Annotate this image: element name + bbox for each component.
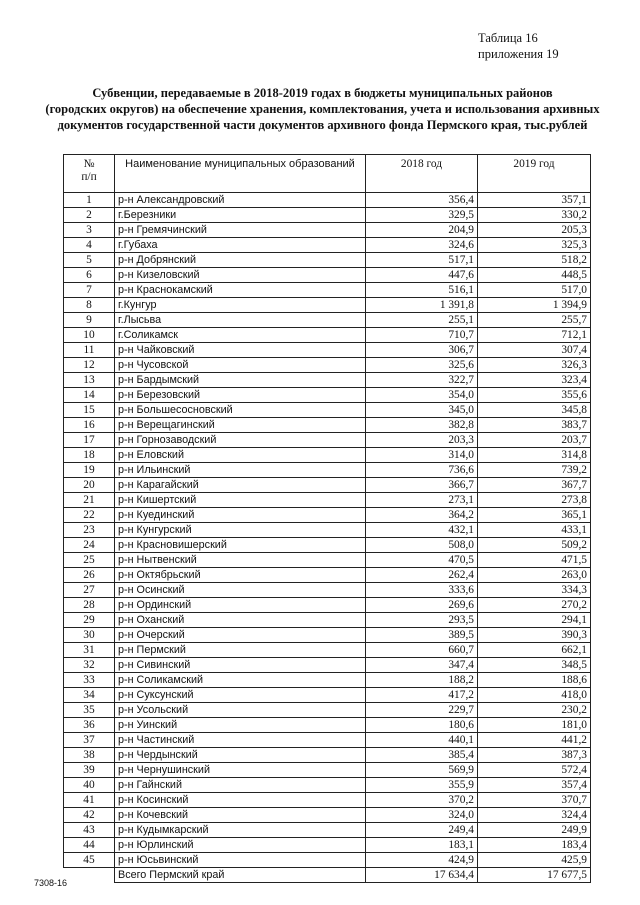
row-value-2019: 383,7 (478, 418, 591, 433)
row-number: 2 (64, 208, 115, 223)
table-row (64, 808, 591, 823)
row-name: р-н Нытвенский (115, 553, 366, 568)
document-code: 7308-16 (34, 878, 68, 888)
table-row (64, 433, 591, 448)
row-value-2018: 470,5 (366, 553, 478, 568)
row-number: 12 (64, 358, 115, 373)
row-name: р-н Чусовской (115, 358, 366, 373)
row-name: р-н Кунгурский (115, 523, 366, 538)
row-number: 17 (64, 433, 115, 448)
row-number: 44 (64, 838, 115, 853)
row-number: 28 (64, 598, 115, 613)
row-value-2019: 294,1 (478, 613, 591, 628)
row-value-2019: 348,5 (478, 658, 591, 673)
table-row (64, 463, 591, 478)
total-2018: 17 634,4 (366, 868, 478, 883)
row-name: р-н Еловский (115, 448, 366, 463)
subsidies-table (63, 154, 591, 883)
row-value-2019: 662,1 (478, 643, 591, 658)
row-number: 43 (64, 823, 115, 838)
row-name: р-н Гремячинский (115, 223, 366, 238)
table-row (64, 373, 591, 388)
row-name: р-н Александровский (115, 193, 366, 208)
row-number: 31 (64, 643, 115, 658)
row-value-2018: 262,4 (366, 568, 478, 583)
table-row (64, 673, 591, 688)
row-value-2018: 417,2 (366, 688, 478, 703)
table-row (64, 718, 591, 733)
row-name: р-н Октябрьский (115, 568, 366, 583)
row-value-2018: 306,7 (366, 343, 478, 358)
row-value-2018: 355,9 (366, 778, 478, 793)
row-name: р-н Ильинский (115, 463, 366, 478)
row-value-2018: 356,4 (366, 193, 478, 208)
row-value-2019: 357,1 (478, 193, 591, 208)
row-name: р-н Очерский (115, 628, 366, 643)
row-number: 3 (64, 223, 115, 238)
table-row (64, 628, 591, 643)
row-value-2018: 347,4 (366, 658, 478, 673)
row-value-2018: 569,9 (366, 763, 478, 778)
row-number: 11 (64, 343, 115, 358)
row-name: р-н Частинский (115, 733, 366, 748)
row-number: 41 (64, 793, 115, 808)
row-value-2018: 1 391,8 (366, 298, 478, 313)
row-name: р-н Красновишерский (115, 538, 366, 553)
table-row (64, 688, 591, 703)
table-row (64, 343, 591, 358)
table-row (64, 253, 591, 268)
row-value-2018: 385,4 (366, 748, 478, 763)
row-value-2018: 710,7 (366, 328, 478, 343)
row-value-2019: 425,9 (478, 853, 591, 868)
total-label: Всего Пермский край (115, 868, 366, 883)
row-number: 18 (64, 448, 115, 463)
row-value-2018: 203,3 (366, 433, 478, 448)
total-empty-cell (64, 868, 115, 883)
row-value-2018: 345,0 (366, 403, 478, 418)
row-number: 22 (64, 508, 115, 523)
row-name: р-н Кишертский (115, 493, 366, 508)
row-value-2019: 345,8 (478, 403, 591, 418)
row-value-2018: 322,7 (366, 373, 478, 388)
row-number: 6 (64, 268, 115, 283)
row-name: г.Соликамск (115, 328, 366, 343)
row-value-2018: 255,1 (366, 313, 478, 328)
row-value-2018: 333,6 (366, 583, 478, 598)
row-value-2019: 739,2 (478, 463, 591, 478)
row-value-2018: 354,0 (366, 388, 478, 403)
row-name: р-н Сивинский (115, 658, 366, 673)
row-value-2019: 471,5 (478, 553, 591, 568)
row-number: 37 (64, 733, 115, 748)
row-value-2018: 324,0 (366, 808, 478, 823)
row-value-2019: 441,2 (478, 733, 591, 748)
row-name: р-н Карагайский (115, 478, 366, 493)
row-name: р-н Горнозаводский (115, 433, 366, 448)
row-value-2018: 324,6 (366, 238, 478, 253)
table-row (64, 733, 591, 748)
header-number-line2: п/п (81, 171, 97, 183)
table-row (64, 208, 591, 223)
row-name: р-н Уинский (115, 718, 366, 733)
row-value-2018: 382,8 (366, 418, 478, 433)
table-row (64, 793, 591, 808)
row-value-2019: 370,7 (478, 793, 591, 808)
row-number: 9 (64, 313, 115, 328)
row-value-2018: 366,7 (366, 478, 478, 493)
row-name: р-н Верещагинский (115, 418, 366, 433)
table-row (64, 418, 591, 433)
row-number: 4 (64, 238, 115, 253)
row-value-2018: 325,6 (366, 358, 478, 373)
row-name: р-н Кудымкарский (115, 823, 366, 838)
table-body (64, 193, 591, 883)
row-value-2018: 516,1 (366, 283, 478, 298)
row-value-2018: 249,4 (366, 823, 478, 838)
row-value-2018: 736,6 (366, 463, 478, 478)
row-number: 19 (64, 463, 115, 478)
row-number: 8 (64, 298, 115, 313)
table-row (64, 493, 591, 508)
row-value-2019: 509,2 (478, 538, 591, 553)
row-value-2019: 326,3 (478, 358, 591, 373)
row-name: р-н Чердынский (115, 748, 366, 763)
row-value-2018: 329,5 (366, 208, 478, 223)
table-row (64, 238, 591, 253)
row-value-2018: 447,6 (366, 268, 478, 283)
row-number: 27 (64, 583, 115, 598)
table-row (64, 298, 591, 313)
row-number: 21 (64, 493, 115, 508)
row-value-2018: 517,1 (366, 253, 478, 268)
row-number: 34 (64, 688, 115, 703)
row-value-2018: 183,1 (366, 838, 478, 853)
document-title (40, 85, 605, 133)
row-value-2018: 229,7 (366, 703, 478, 718)
header-2018: 2018 год (366, 155, 478, 193)
row-value-2019: 273,8 (478, 493, 591, 508)
row-number: 38 (64, 748, 115, 763)
row-value-2018: 273,1 (366, 493, 478, 508)
row-number: 5 (64, 253, 115, 268)
row-value-2019: 314,8 (478, 448, 591, 463)
row-value-2019: 367,7 (478, 478, 591, 493)
row-name: р-н Кочевский (115, 808, 366, 823)
row-number: 33 (64, 673, 115, 688)
row-number: 39 (64, 763, 115, 778)
table-row (64, 778, 591, 793)
row-value-2019: 572,4 (478, 763, 591, 778)
row-value-2019: 183,4 (478, 838, 591, 853)
row-number: 14 (64, 388, 115, 403)
row-value-2019: 324,4 (478, 808, 591, 823)
row-value-2018: 660,7 (366, 643, 478, 658)
row-name: р-н Соликамский (115, 673, 366, 688)
row-value-2019: 307,4 (478, 343, 591, 358)
table-row (64, 283, 591, 298)
row-value-2018: 269,6 (366, 598, 478, 613)
row-value-2019: 448,5 (478, 268, 591, 283)
table-row (64, 313, 591, 328)
row-value-2018: 364,2 (366, 508, 478, 523)
row-value-2019: 255,7 (478, 313, 591, 328)
row-name: г.Лысьва (115, 313, 366, 328)
table-row (64, 388, 591, 403)
header-number-line1: № (83, 158, 95, 170)
row-value-2019: 365,1 (478, 508, 591, 523)
row-value-2018: 424,9 (366, 853, 478, 868)
row-name: р-н Краснокамский (115, 283, 366, 298)
row-number: 26 (64, 568, 115, 583)
row-value-2018: 314,0 (366, 448, 478, 463)
row-value-2019: 334,3 (478, 583, 591, 598)
row-value-2019: 181,0 (478, 718, 591, 733)
row-value-2019: 203,7 (478, 433, 591, 448)
row-name: р-н Усольский (115, 703, 366, 718)
row-name: г.Березники (115, 208, 366, 223)
row-value-2019: 205,3 (478, 223, 591, 238)
table-row (64, 523, 591, 538)
row-name: р-н Осинский (115, 583, 366, 598)
row-name: р-н Чайковский (115, 343, 366, 358)
row-name: р-н Большесосновский (115, 403, 366, 418)
row-name: р-н Ординский (115, 598, 366, 613)
row-value-2019: 323,4 (478, 373, 591, 388)
header-2019: 2019 год (478, 155, 591, 193)
row-number: 15 (64, 403, 115, 418)
row-number: 25 (64, 553, 115, 568)
row-value-2019: 355,6 (478, 388, 591, 403)
table-row (64, 658, 591, 673)
row-name: р-н Юрлинский (115, 838, 366, 853)
table-number: Таблица 16 (478, 31, 538, 45)
row-value-2018: 432,1 (366, 523, 478, 538)
table-row (64, 223, 591, 238)
row-number: 13 (64, 373, 115, 388)
row-value-2018: 293,5 (366, 613, 478, 628)
table-row (64, 643, 591, 658)
table-reference (478, 30, 559, 62)
header-name: Наименование муниципальных образований (115, 155, 366, 193)
row-number: 36 (64, 718, 115, 733)
row-number: 30 (64, 628, 115, 643)
row-value-2019: 230,2 (478, 703, 591, 718)
row-value-2018: 389,5 (366, 628, 478, 643)
row-value-2018: 180,6 (366, 718, 478, 733)
row-number: 42 (64, 808, 115, 823)
row-name: г.Губаха (115, 238, 366, 253)
row-value-2018: 370,2 (366, 793, 478, 808)
title-line-3: документов государственной части документов архивного фонда Пермского края, тыс.рублей (57, 118, 588, 132)
row-value-2019: 249,9 (478, 823, 591, 838)
row-number: 40 (64, 778, 115, 793)
row-number: 10 (64, 328, 115, 343)
table-row (64, 598, 591, 613)
row-name: р-н Добрянский (115, 253, 366, 268)
row-name: р-н Оханский (115, 613, 366, 628)
row-number: 7 (64, 283, 115, 298)
table-row (64, 538, 591, 553)
table-row (64, 583, 591, 598)
row-name: р-н Суксунский (115, 688, 366, 703)
table-row (64, 448, 591, 463)
row-number: 16 (64, 418, 115, 433)
table-row (64, 613, 591, 628)
row-number: 24 (64, 538, 115, 553)
table-row (64, 193, 591, 208)
row-name: р-н Косинский (115, 793, 366, 808)
table-row (64, 478, 591, 493)
table-row (64, 838, 591, 853)
row-value-2019: 517,0 (478, 283, 591, 298)
total-2019: 17 677,5 (478, 868, 591, 883)
row-name: р-н Куединский (115, 508, 366, 523)
row-value-2019: 357,4 (478, 778, 591, 793)
row-value-2018: 508,0 (366, 538, 478, 553)
row-name: р-н Пермский (115, 643, 366, 658)
row-name: р-н Бардымский (115, 373, 366, 388)
row-value-2019: 263,0 (478, 568, 591, 583)
row-number: 45 (64, 853, 115, 868)
row-value-2019: 325,3 (478, 238, 591, 253)
table-row (64, 358, 591, 373)
row-number: 35 (64, 703, 115, 718)
row-number: 1 (64, 193, 115, 208)
row-value-2019: 270,2 (478, 598, 591, 613)
title-line-2: (городских округов) на обеспечение хранения, комплектования, учета и использования архивных (45, 102, 600, 116)
row-name: р-н Березовский (115, 388, 366, 403)
table-row (64, 823, 591, 838)
row-value-2019: 330,2 (478, 208, 591, 223)
row-number: 23 (64, 523, 115, 538)
row-name: р-н Гайнский (115, 778, 366, 793)
row-value-2019: 390,3 (478, 628, 591, 643)
title-line-1: Субвенции, передаваемые в 2018-2019 годах в бюджеты муниципальных районов (92, 86, 553, 100)
table-row (64, 268, 591, 283)
table-row (64, 853, 591, 868)
row-value-2018: 188,2 (366, 673, 478, 688)
row-name: р-н Чернушинский (115, 763, 366, 778)
appendix-label: приложения 19 (478, 47, 559, 61)
table-row (64, 763, 591, 778)
row-value-2018: 204,9 (366, 223, 478, 238)
row-value-2019: 387,3 (478, 748, 591, 763)
row-value-2019: 1 394,9 (478, 298, 591, 313)
row-value-2019: 433,1 (478, 523, 591, 538)
total-row (64, 868, 591, 883)
row-number: 20 (64, 478, 115, 493)
table-row (64, 328, 591, 343)
row-value-2019: 518,2 (478, 253, 591, 268)
table-header-row (64, 155, 591, 193)
row-number: 32 (64, 658, 115, 673)
row-name: р-н Юсьвинский (115, 853, 366, 868)
row-number: 29 (64, 613, 115, 628)
row-name: г.Кунгур (115, 298, 366, 313)
table-row (64, 703, 591, 718)
table-row (64, 553, 591, 568)
row-value-2019: 418,0 (478, 688, 591, 703)
row-value-2019: 712,1 (478, 328, 591, 343)
table-row (64, 748, 591, 763)
row-value-2018: 440,1 (366, 733, 478, 748)
row-name: р-н Кизеловский (115, 268, 366, 283)
table-row (64, 508, 591, 523)
row-value-2019: 188,6 (478, 673, 591, 688)
table-row (64, 568, 591, 583)
table-row (64, 403, 591, 418)
header-number (64, 155, 115, 193)
